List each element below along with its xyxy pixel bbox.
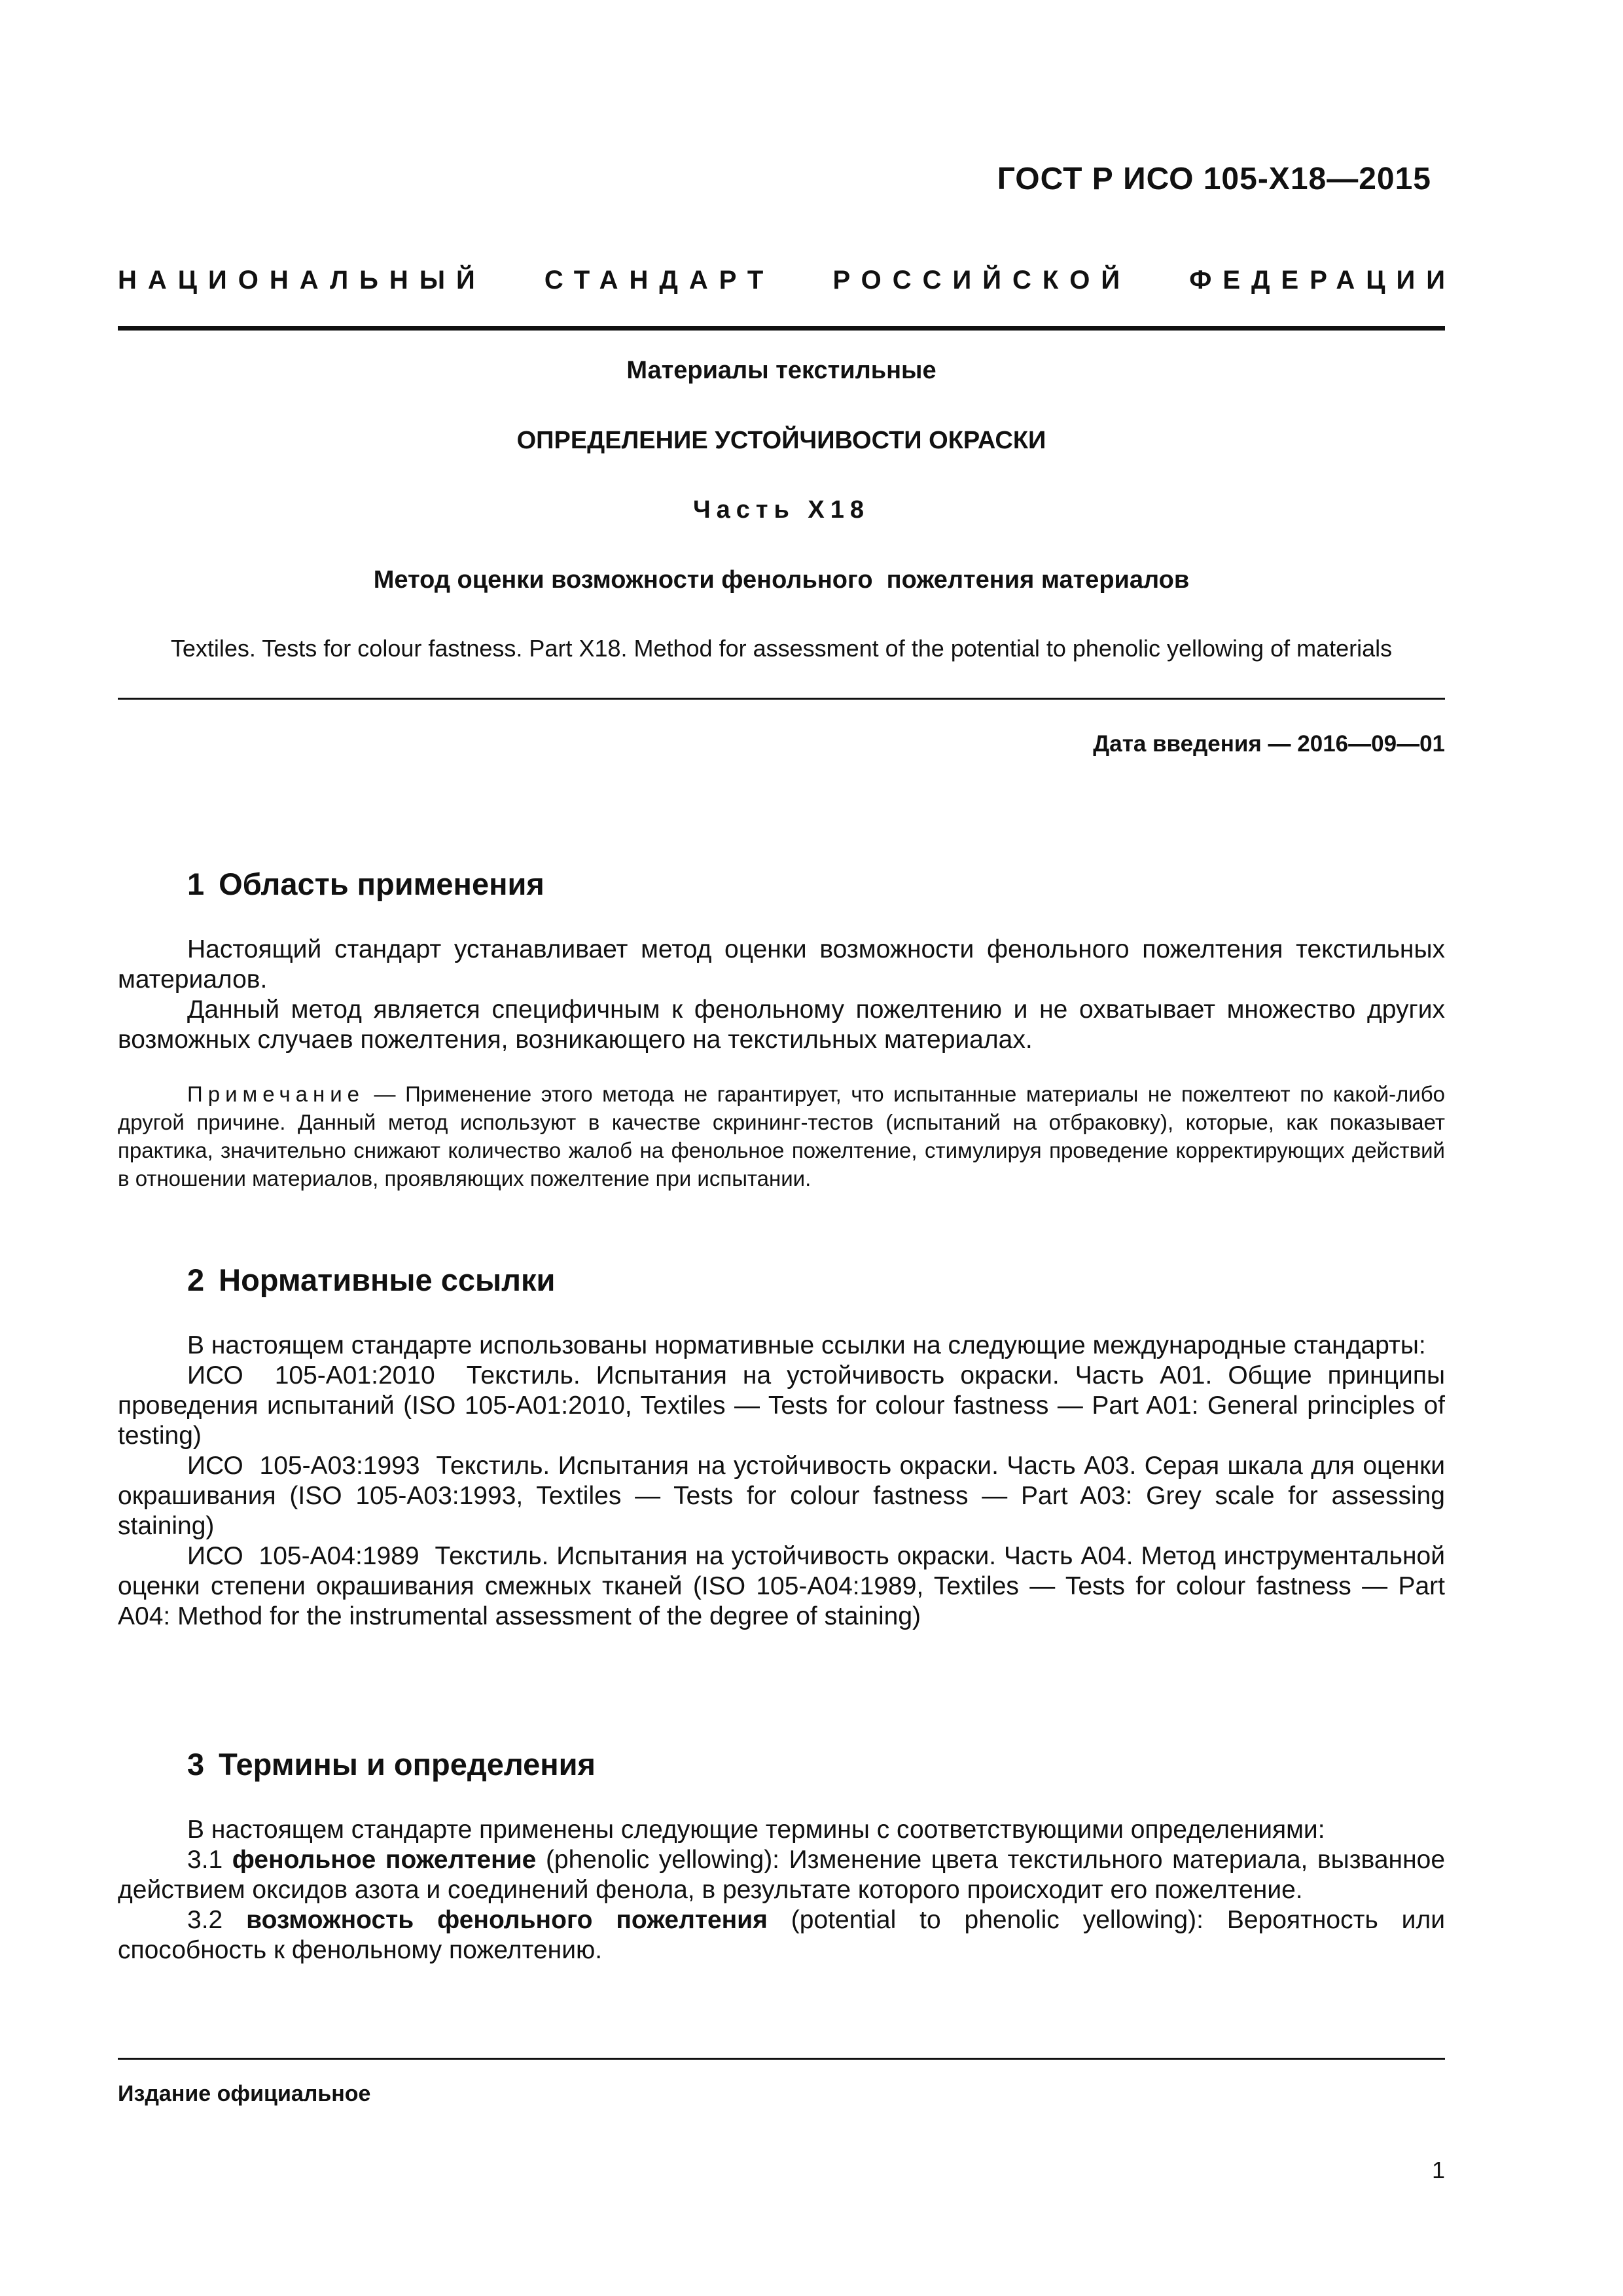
section-number: 3: [187, 1747, 205, 1782]
header-divider: [118, 326, 1445, 331]
section-2-heading: [187, 1262, 555, 1298]
part-title: Часть Х18: [692, 496, 870, 524]
page-number: 1: [1431, 2157, 1445, 2183]
reference-item: ИСО 105-А01:2010 Текстиль. Испытания на устойчивость окраски. Часть А01. Общие принципы проведения испытаний (ISO 105-A01:2010, Textiles — Tests for colour fastness — Part A01: General principles of testing): [118, 1361, 1452, 1450]
national-standard-heading: [118, 266, 1456, 295]
paragraph: В настоящем стандарте применены следующие термины с соответствующими определениями:: [187, 1816, 1325, 1844]
subject-title: Материалы текстильные: [626, 357, 936, 384]
national-title-word: РОССИЙСКОЙ: [832, 266, 1132, 295]
section-title: Область применения: [219, 867, 544, 901]
paragraph: В настоящем стандарте использованы нормативные ссылки на следующие международные стандарты:: [187, 1331, 1426, 1359]
national-title-word: СТАНДАРТ: [544, 266, 775, 295]
term-definition: [118, 1905, 1445, 1965]
national-title-word: ФЕДЕРАЦИИ: [1189, 266, 1456, 295]
paragraph: Настоящий стандарт устанавливает метод оценки возможности фенольного пожелтения текстильных материалов.: [118, 935, 1445, 994]
footer-divider: [118, 2058, 1445, 2060]
document-code: ГОСТ Р ИСО 105-Х18—2015: [997, 162, 1431, 196]
title-divider: [118, 698, 1445, 700]
reference-item: ИСО 105-А03:1993 Текстиль. Испытания на устойчивость окраски. Часть А03. Серая шкала для оценки окрашивания (ISO 105-A03:1993, Textiles — Tests for colour fastness — Part A03: Grey scale for assessing staining): [118, 1452, 1452, 1540]
note-label: Примечание: [187, 1082, 365, 1106]
term-definition: [118, 1845, 1445, 1905]
section-2-body: [118, 1331, 1452, 1632]
term-text: (potential to phenolic yellowing): Вероятность или способность к фенольному пожелтению.: [118, 1906, 1445, 1964]
section-1-body: [118, 935, 1445, 1055]
section-title: Нормативные ссылки: [219, 1263, 556, 1297]
section-number: 1: [187, 867, 205, 901]
main-title: ОПРЕДЕЛЕНИЕ УСТОЙЧИВОСТИ ОКРАСКИ: [516, 427, 1046, 454]
section-1-heading: [187, 866, 544, 902]
method-title: Метод оценки возможности фенольного пожелтения материалов: [373, 566, 1190, 594]
term-text: (phenolic yellowing): Изменение цвета текстильного материала, вызванное действием оксидов азота и соединений фенола, в результате которого происходит его пожелтение.: [118, 1846, 1446, 1904]
section-3-body: [118, 1815, 1445, 1965]
term-number: 3.2: [187, 1906, 223, 1934]
note-text: — Применение этого метода не гарантирует, что испытанные материалы не пожелтеют по какой-либо другой причине. Данный метод используют в качестве скрининг-тестов (испытаний на отбраковку), которые, как показывает практика, значительно снижают количество жалоб на фенольное пожелтение, стимулируя проведение корректирующих действий в отношении материалов, проявляющих пожелтение при испытании.: [118, 1082, 1445, 1191]
section-1-note: [118, 1080, 1445, 1193]
section-number: 2: [187, 1263, 205, 1297]
section-3-heading: [187, 1746, 596, 1782]
introduction-date: Дата введения — 2016—09—01: [1093, 731, 1445, 757]
national-title-word: НАЦИОНАЛЬНЫЙ: [118, 266, 486, 295]
english-title: Textiles. Tests for colour fastness. Part X18. Method for assessment of the potential to phenolic yellowing of materials: [170, 635, 1393, 662]
term-name: возможность фенольного пожелтения: [246, 1906, 768, 1934]
reference-item: ИСО 105-А04:1989 Текстиль. Испытания на устойчивость окраски. Часть А04. Метод инструментальной оценки степени окрашивания смежных тканей (ISO 105-A04:1989, Textiles — Tests for colour fastness — Part A04: Method for the instrumental assessment of the degree of staining): [118, 1542, 1452, 1630]
section-title: Термины и определения: [219, 1747, 596, 1782]
note-paragraph: [118, 1080, 1445, 1193]
paragraph: Данный метод является специфичным к фенольному пожелтению и не охватывает множество других возможных случаев пожелтения, возникающего на текстильных материалах.: [118, 996, 1445, 1054]
official-edition-label: Издание официальное: [118, 2081, 371, 2106]
term-number: 3.1: [187, 1846, 223, 1874]
term-name: фенольное пожелтение: [232, 1846, 537, 1874]
